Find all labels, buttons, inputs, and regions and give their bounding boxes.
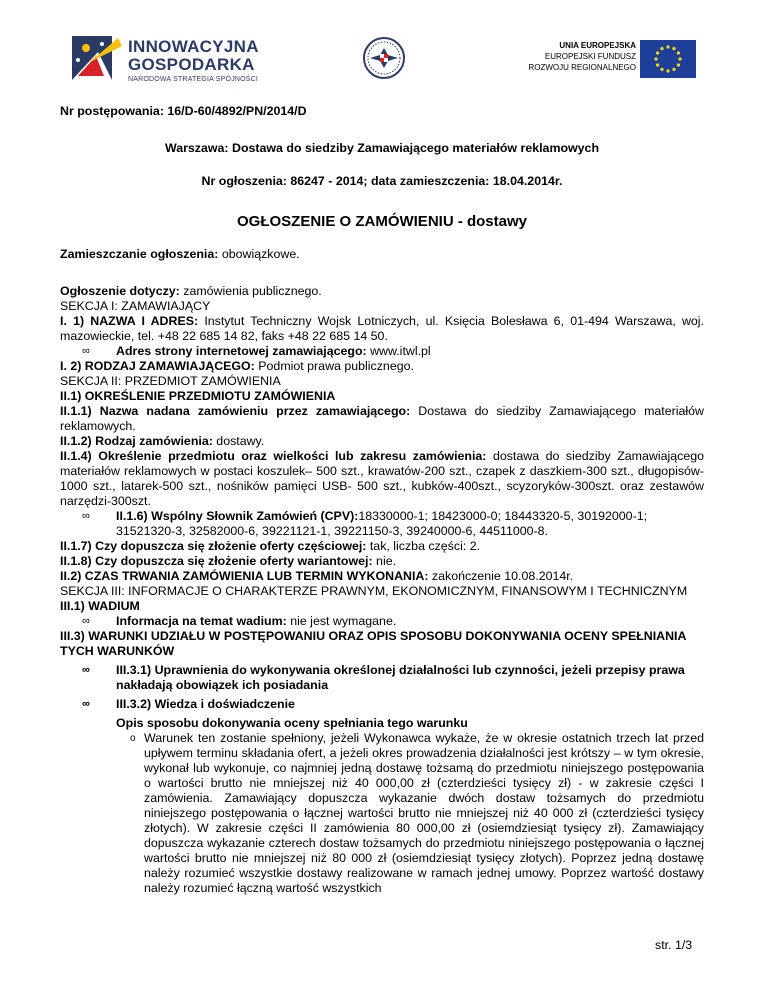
section-1-heading: SEKCJA I: ZAMAWIAJĄCY — [60, 299, 211, 313]
www-label: Adres strony internetowej zamawiającego: — [116, 344, 367, 358]
bullet-circle-icon: o — [130, 733, 136, 744]
eu-line1: UNIA EUROPEJSKA — [559, 41, 636, 50]
ii18-value: nie. — [372, 554, 397, 568]
wadium-row — [60, 614, 704, 629]
ii1-heading: II.1) OKREŚLENIE PRZEDMIOTU ZAMÓWIENIA — [60, 389, 336, 403]
zamieszczanie-value: obowiązkowe. — [218, 247, 300, 261]
www-row — [60, 344, 704, 359]
ii11-value: Dostawa do siedziby Zamawiającego materiałów reklamowych. — [60, 404, 705, 433]
itwl-emblem-icon — [362, 36, 406, 80]
rodzaj-zamawiajacego-row — [60, 359, 704, 374]
iii31-row — [60, 663, 704, 693]
procedure-number: Nr postępowania: 16/D-60/4892/PN/2014/D — [60, 104, 307, 118]
ii18-label: II.1.8) Czy dopuszcza się złożenie oferty wariantowej: — [60, 554, 373, 568]
rodzaj-value: Podmiot prawa publicznego. — [254, 359, 414, 373]
eu-line3: ROZWOJU REGIONALNEGO — [528, 63, 636, 72]
section-2-heading: SEKCJA II: PRZEDMIOT ZAMÓWIENIA — [60, 374, 281, 388]
ii16-value: 18330000-1; 18423000-0; 18443320-5, 30192000-1; 31521320-3, 32582000-6, 39221121-1, 39221150-3, 39240000-6, 44511000-8. — [116, 509, 648, 538]
www-value: www.itwl.pl — [366, 344, 431, 358]
dotyczy-label: Ogłoszenie dotyczy: — [60, 284, 180, 298]
dotyczy-value: zamówienia publicznego. — [179, 284, 322, 298]
logo-left-line3: NARODOWA STRATEGIA SPÓJNOŚCI — [128, 76, 259, 83]
ii12-value: dostawy. — [212, 434, 265, 448]
subject-line: Warszawa: Dostawa do siedziby Zamawiającego materiałów reklamowych — [164, 141, 600, 155]
nazwa-value: Instytut Techniczny Wojsk Lotniczych, ul. Księcia Bolesława 6, 01-494 Warszawa, woj. mazowieckie, tel. +48 22 685 14 82, faks +48 22 685 14 50. — [60, 314, 705, 343]
wadium-value: nie jest wymagane. — [286, 614, 397, 628]
innowacyjna-gospodarka-logo — [68, 32, 268, 92]
ii11-label: II.1.1) Nazwa nadana zamówieniu przez zamawiającego: — [60, 404, 411, 418]
bullet-infinity-icon: ∞ — [82, 664, 90, 676]
iii31-text: III.3.1) Uprawnienia do wykonywania określonej działalności lub czynności, jeżeli przepisy prawa nakładają obowiązek ich posiadania — [116, 663, 685, 692]
nazwa-label: I. 1) NAZWA I ADRES: — [60, 314, 199, 328]
zamieszczanie-row — [60, 247, 704, 262]
ii12-row — [60, 434, 704, 449]
ii16-row — [60, 509, 704, 539]
ii17-label: II.1.7) Czy dopuszcza się złożenie oferty częściowej: — [60, 539, 367, 553]
document-body — [60, 104, 704, 896]
iii1-heading: III.1) WADIUM — [60, 599, 140, 613]
ii14-row — [60, 449, 704, 509]
ii2-row — [60, 569, 704, 584]
document-title: OGŁOSZENIE O ZAMÓWIENIU - dostawy — [236, 213, 527, 230]
bullet-infinity-icon: ∞ — [82, 698, 90, 710]
bullet-infinity-icon: ∞ — [82, 510, 90, 522]
dotyczy-row — [60, 284, 704, 299]
ii14-label: II.1.4) Określenie przedmiotu oraz wielkości lub zakresu zamówienia: — [60, 449, 487, 463]
zamieszczanie-label: Zamieszczanie ogłoszenia: — [60, 247, 219, 261]
ii16-label: II.1.6) Wspólny Słownik Zamówień (CPV): — [116, 509, 359, 523]
announcement-number: Nr ogłoszenia: 86247 - 2014; data zamieszczenia: 18.04.2014r. — [201, 174, 563, 188]
ii17-row — [60, 539, 704, 554]
eu-line2: EUROPEJSKI FUNDUSZ — [544, 52, 636, 61]
ii2-value: zakończenie 10.08.2014r. — [428, 569, 574, 583]
eu-flag-icon — [640, 40, 696, 78]
bullet-infinity-icon: ∞ — [82, 345, 90, 357]
iii3-heading: III.3) WARUNKI UDZIAŁU W POSTĘPOWANIU ORAZ OPIS SPOSOBU DOKONYWANIA OCENY SPEŁNIANIA TYCH WARUNKÓW — [60, 629, 686, 658]
ii17-value: tak, liczba części: 2. — [366, 539, 481, 553]
iii32-text: III.3.2) Wiedza i doświadczenie — [116, 697, 295, 711]
ii14-value: dostawa do siedziby Zamawiającego materiałów reklamowych w postaci koszulek– 500 szt., krawatów-200 szt., czapek z daszkiem-300 szt., długopisów-1000 szt., latarek-500 szt., nośników pamięci USB- 500 szt., kubków-400szt., scyzoryków-300szt. oraz zestawów narzędzi-300szt. — [60, 449, 704, 508]
logo-left-line1: INNOWACYJNA — [128, 37, 259, 56]
iii32-row — [60, 697, 704, 712]
rodzaj-label: I. 2) RODZAJ ZAMAWIAJĄCEGO: — [60, 359, 255, 373]
ii12-label: II.1.2) Rodzaj zamówienia: — [60, 434, 213, 448]
wadium-label: Informacja na temat wadium: — [116, 614, 287, 628]
logo-left-line2: GOSPODARKA — [128, 55, 255, 74]
ig-logo-icon — [68, 32, 124, 88]
section-3-heading: SEKCJA III: INFORMACJE O CHARAKTERZE PRAWNYM, EKONOMICZNYM, FINANSOWYM I TECHNICZNYM — [60, 584, 688, 598]
warunek-paragraph — [60, 731, 704, 896]
ii11-row — [60, 404, 704, 434]
bullet-infinity-icon: ∞ — [82, 615, 90, 627]
opis-heading: Opis sposobu dokonywania oceny spełniania tego warunku — [116, 716, 468, 730]
page-number: str. 1/3 — [655, 938, 693, 952]
nazwa-adres-row — [60, 314, 704, 344]
ii18-row — [60, 554, 704, 569]
ii2-label: II.2) CZAS TRWANIA ZAMÓWIENIA LUB TERMIN WYKONANIA: — [60, 569, 429, 583]
warunek-text: Warunek ten zostanie spełniony, jeżeli Wykonawca wykaże, że w okresie ostatnich trzech lat przed upływem terminu składania ofert, a jeżeli okres prowadzenia działalności jest krótszy – w tym okresie, wykonał lub wykonuje, co najmniej jedną dostawę tożsamą do przedmiotu niniejszego postępowania o wartości brutto nie mniejszej niż 40 000,00 zł (czterdzieści tysięcy zł) - w zakresie części I zamówienia. Zamawiający dopuszcza wykazanie dwóch dostaw tożsamych do przedmiotu niniejszego postępowania o łącznej wartości brutto nie mniejszej niż 40 000 zł (czterdzieści tysięcy złotych). W zakresie części II zamówienia 80 000,00 zł (osiemdziesiąt tysięcy zł). Zamawiający dopuszcza wykazanie czterech dostaw tożsamych do przedmiotu niniejszego postępowania o łącznej wartości brutto nie mniejszej niż 80 000 zł (osiemdziesiąt tysięcy złotych). Poprzez jedną dostawę należy rozumieć wszystkie dostawy realizowane w ramach jednej umowy. Poprzez wartość dostawy należy rozumieć łączną wartość wszystkich — [144, 731, 704, 895]
